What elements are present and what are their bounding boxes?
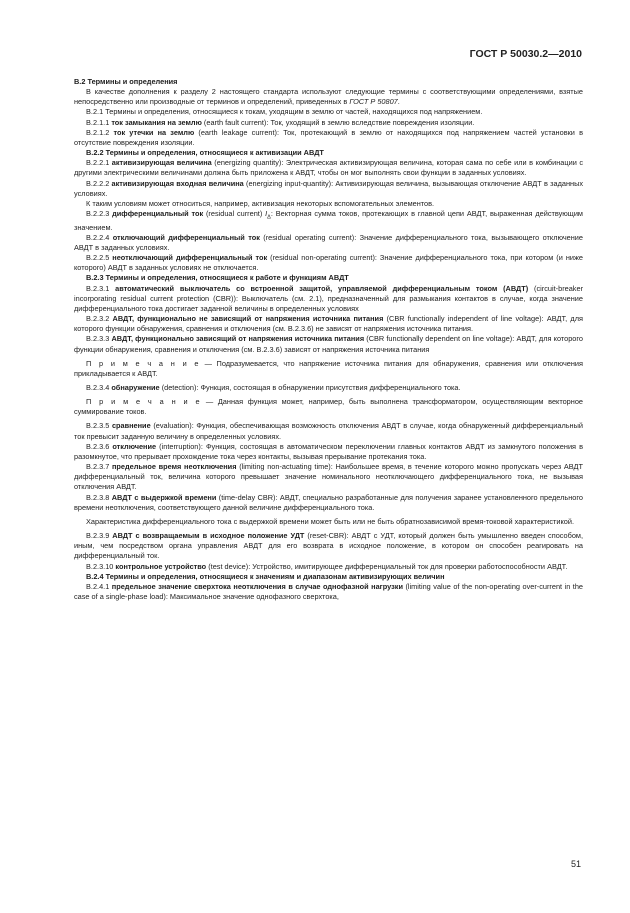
paragraph [74, 517, 583, 527]
text-run: B.2.3.10 [86, 561, 116, 571]
text-run: I [265, 209, 268, 219]
page-number: 51 [570, 859, 581, 869]
text-run: B.2.1.1 [86, 117, 112, 127]
text-run: предельное значение сверхтока неотключения в случае однофазной нагрузки [111, 581, 403, 591]
paragraph [74, 233, 583, 253]
text-run: дифференциальный ток [112, 209, 204, 219]
paragraph [74, 158, 583, 178]
text-run: (limiting non-actuating time): Наибольшее время, в течение которого можно пропускать через АВДТ дифференциальный ток, величина которого превышает значение номинального неотключающего дифференциального тока, не вызывая отключения АВДТ. [74, 462, 583, 492]
text-run: B.2.2 Термины и определения, относящиеся к активизации АВДТ [86, 148, 324, 158]
text-run: отключающий дифференциальный ток [112, 232, 260, 242]
text-run: B.2.2.5 [86, 253, 113, 263]
text-run: . [397, 97, 400, 107]
text-run: B.2.3.2 [86, 314, 113, 324]
paragraph [74, 284, 583, 314]
paragraph [74, 334, 583, 354]
text-run: неотключающий дифференциальный ток [112, 253, 268, 263]
text-run: B.2.3.5 [86, 421, 112, 431]
paragraph [74, 359, 583, 379]
text-run: B.2.2.3 [86, 209, 113, 219]
text-run: АВДТ, функционально не зависящий от напряжения источника питания [112, 314, 384, 324]
text-run: автоматический выключатель со встроенной защитой, управляемой дифференциальным током (АВДТ) [115, 283, 529, 293]
text-run: (residual current) [203, 209, 266, 219]
paragraph [74, 397, 583, 417]
paragraph [74, 562, 583, 572]
paragraph [74, 531, 583, 561]
text-run: B.2.3.8 [86, 492, 112, 502]
text-run: B.2.3.9 [86, 531, 113, 541]
paragraph [74, 87, 583, 107]
text-run: B.2.2.2 [86, 178, 112, 188]
paragraph [74, 253, 583, 273]
paragraph [74, 421, 583, 441]
text-run: отключение [112, 441, 157, 451]
text-run: АВДТ, функционально зависящий от напряжения источника питания [111, 334, 365, 344]
text-run: П р и м е ч а н и е [86, 397, 202, 407]
text-run: В качестве дополнения к разделу 2 настоящего стандарта используют следующие термины с соответствующими определениями, взятые непосредственно или производные от терминов и определений, приведенных в [74, 87, 583, 107]
text-run: (energizing input-quantity): Активизирующая величина, вызывающая отключение АВДТ в заданных условиях. [74, 178, 584, 198]
text-run: (energizing quantity): Электрическая активизирующая величина, которая сама по себе или в комбинации с другими электрическими величинами должна быть приложена к АВДТ, чтобы он мог выполнять свои функции в заданных условиях. [74, 158, 583, 178]
text-run: ток замыкания на землю [111, 117, 202, 127]
text-run: : Векторная сумма токов, протекающих в главной цепи АВДТ, выраженная действующим значением. [74, 209, 583, 232]
text-run: Δ [267, 214, 271, 221]
text-run: Характеристика дифференциального тока с выдержкой времени может быть или не быть обратнозависимой время-токовой характеристикой. [86, 516, 574, 526]
standard-header: ГОСТ Р 50030.2—2010 [469, 48, 582, 60]
text-run: (residual non-operating current): Значение дифференциального тока, при котором (и ниже которого) АВДТ в заданных условиях не отключается. [74, 253, 583, 273]
paragraph [74, 462, 583, 492]
text-run: B.2.3.7 [86, 462, 112, 472]
paragraph [74, 383, 583, 393]
text-run: B.2.4 Термины и определения, относящиеся к значениям и диапазонам активизирующих величин [86, 571, 445, 581]
text-run: (evaluation): Функция, обеспечивающая возможность отключения АВДТ в случае, когда обнаруженный дифференциальный ток превысит заданную величину в определенных условиях. [74, 421, 583, 441]
document-body [74, 77, 583, 602]
text-run: B.2.1 Термины и определения, относящиеся к токам, уходящим в землю от частей, находящихся под напряжением. [86, 107, 483, 117]
section-heading [74, 148, 583, 158]
text-run: контрольное устройство [115, 561, 207, 571]
text-run: B.2.3.3 [86, 334, 112, 344]
text-run: предельное время неотключения [111, 462, 237, 472]
section-heading [74, 77, 583, 87]
paragraph [74, 582, 583, 602]
text-run: АВДТ с выдержкой времени [111, 492, 217, 502]
paragraph [74, 118, 583, 128]
paragraph [74, 493, 583, 513]
text-run: К таким условиям может относиться, например, активизация некоторых вспомогательных элементов. [86, 198, 435, 208]
text-run: П р и м е ч а н и е [86, 358, 201, 368]
text-run: (residual operating current): Значение дифференциального тока, вызывающего отключение АВДТ в заданных условиях. [74, 232, 583, 252]
paragraph [74, 128, 583, 148]
text-run: (interruption): Функция, состоящая в автоматическом переключении главных контактов АВДТ из замкнутого положения в разомкнутое, что прерывает прохождение тока через контакты, вызывая прерывание протекания тока. [74, 441, 584, 461]
text-run: (CBR functionally dependent on line voltage): АВДТ, для которого функции обнаружения, сравнения и отключения (см. B.2.3.6) зависят от напряжения источника питания [74, 334, 583, 354]
text-run: (limiting value of the non-operating over-current in the case of a single-phase load): Максимальное значение однофазного сверхтока, [74, 581, 583, 601]
text-run: — Данная функция может, например, быть выполнена трансформатором, осуществляющим векторное суммирование токов. [74, 397, 583, 417]
text-run: (reset-CBR): АВДТ с УДТ, который должен быть умышленно введен способом, иным, чем посредством органа управления АВДТ для его возврата в исходное положение, в котором он способен реагировать на дифференциальный ток. [74, 531, 584, 561]
paragraph [74, 107, 583, 117]
paragraph [74, 199, 583, 209]
text-run: B.2.3.4 [86, 383, 112, 392]
paragraph [74, 314, 583, 334]
paragraph [74, 209, 583, 233]
text-run: B.2.2.1 [86, 158, 112, 168]
text-run: ток утечки на землю [113, 127, 195, 137]
text-run: (CBR functionally independent of line voltage): АВДТ, для которого функции обнаружения, сравнения и отключения (см. B.2.3.6) не зависят от напряжения источника питания. [74, 314, 583, 334]
text-run: B.2.3.1 [86, 283, 116, 293]
text-run: B.2 Термины и определения [74, 77, 178, 86]
text-run: АВДТ с возвращаемым в исходное положение УДТ [112, 531, 305, 541]
text-run: обнаружение [111, 383, 160, 392]
text-run: B.2.1.2 [86, 127, 114, 137]
paragraph [74, 442, 583, 462]
text-run: активизирующая величина [111, 158, 212, 168]
text-run: B.2.2.4 [86, 232, 113, 242]
text-run: (test device): Устройство, имитирующее дифференциальный ток для проверки работоспособности АВДТ. [206, 561, 568, 571]
text-run: (time-delay CBR): АВДТ, специально разработанные для получения заранее установленного предельного времени неотключения, соответствующего данной величине дифференциального тока. [74, 492, 583, 512]
section-heading [74, 273, 583, 283]
text-run: сравнение [111, 421, 151, 431]
paragraph [74, 179, 583, 199]
text-run: (detection): Функция, состоящая в обнаружении присутствия дифференциального тока. [159, 383, 461, 392]
text-run: (earth leakage current): Ток, протекающий в землю от находящихся под напряжением частей установки в отсутствие повреждения изоляции. [74, 127, 583, 147]
text-run: B.2.4.1 [86, 581, 112, 591]
text-run: активизирующая входная величина [111, 178, 244, 188]
text-run: (earth fault current): Ток, уходящий в землю вследствие повреждения изоляции. [201, 117, 475, 127]
section-heading [74, 572, 583, 582]
text-run: B.2.3 Термины и определения, относящиеся к работе и функциям АВДТ [86, 273, 349, 283]
text-run: — Подразумевается, что напряжение источника питания для обнаружения, сравнения или отключения прикладывается к АВДТ. [74, 358, 583, 378]
text-run: B.2.3.6 [86, 441, 113, 451]
text-run: (circuit-breaker incorporating residual current protection (CBR)): Выключатель (см. 2.1), предназначенный для размыкания контактов в случае, когда значение дифференциального тока достигает заданной величины в определенных условиях [74, 283, 584, 313]
text-run: ГОСТ Р 50807 [349, 97, 398, 107]
